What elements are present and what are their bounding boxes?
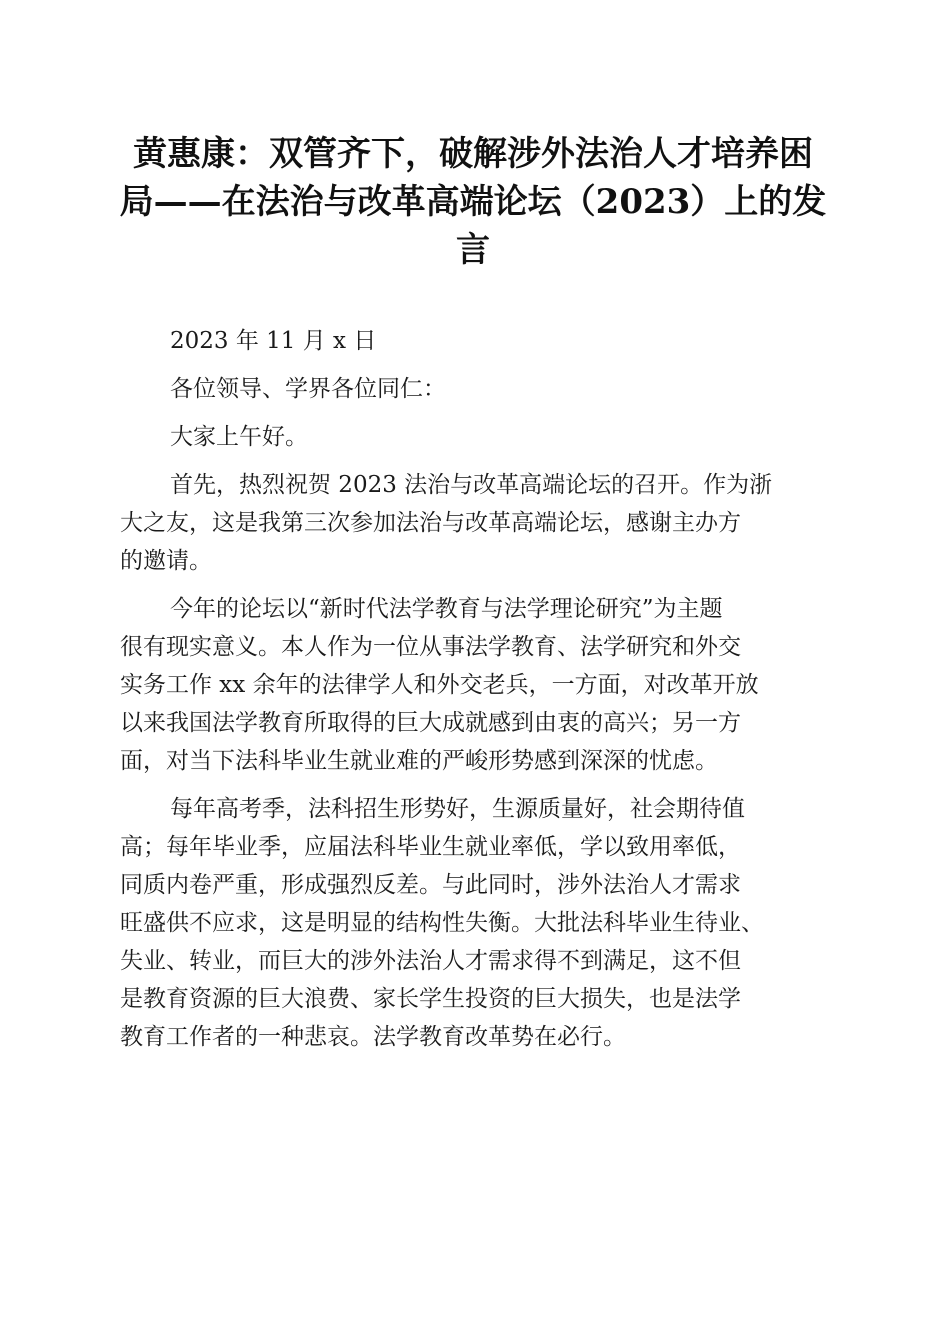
paragraph-3-line-1: 每年高考季，法科招生形势好，生源质量好，社会期待值 [170,796,745,822]
paragraph-1-line-3: 的邀请。 [120,548,212,574]
paragraph-3-line-3: 同质内卷严重，形成强烈反差。与此同时，涉外法治人才需求 [120,872,741,898]
paragraph-3-line-5: 失业、转业，而巨大的涉外法治人才需求得不到满足，这不但 [120,948,741,974]
paragraph-3-line-7: 教育工作者的一种悲哀。法学教育改革势在必行。 [120,1024,626,1050]
paragraph-2-line-4: 以来我国法学教育所取得的巨大成就感到由衷的高兴；另一方 [120,710,741,736]
salutation-line: 各位领导、学界各位同仁： [170,376,446,402]
paragraph-2-line-2: 很有现实意义。本人作为一位从事法学教育、法学研究和外交 [120,634,741,660]
paragraph-1-line-2: 大之友，这是我第三次参加法治与改革高端论坛，感谢主办方 [120,510,741,536]
document-body [120,322,832,1056]
paragraph-2-line-5: 面，对当下法科毕业生就业难的严峻形势感到深深的忧虑。 [120,748,718,774]
document-title: 黄惠康：双管齐下，破解涉外法治人才培养困局——在法治与改革高端论坛（2023）上的发言 [119,134,827,270]
paragraph-2-line-1: 今年的论坛以“新时代法学教育与法学理论研究”为主题 [170,596,723,622]
paragraph-2-line-3: 实务工作 xx 余年的法律学人和外交老兵，一方面，对改革开放 [120,672,759,698]
paragraph-1-line-1: 首先，热烈祝贺 2023 法治与改革高端论坛的召开。作为浙 [170,472,773,498]
paragraph-3-line-4: 旺盛供不应求，这是明显的结构性失衡。大批法科毕业生待业、 [120,910,764,936]
paragraph-3-line-6: 是教育资源的巨大浪费、家长学生投资的巨大损失，也是法学 [120,986,741,1012]
greeting-line: 大家上午好。 [170,424,308,450]
paragraph-3-line-2: 高；每年毕业季，应届法科毕业生就业率低，学以致用率低， [120,834,741,860]
date-line: 2023 年 11 月 x 日 [170,328,377,354]
